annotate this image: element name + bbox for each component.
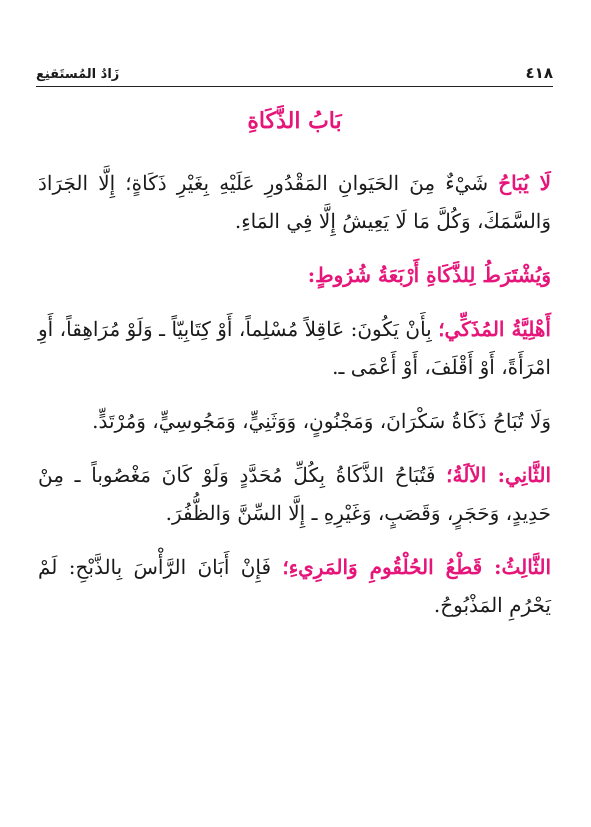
paragraph-1-lead: لَا يُبَاحُ	[498, 171, 551, 195]
paragraph-3-text: وَلَا تُبَاحُ ذَكَاةُ سَكْرَانَ، وَمَجْنُونٍ، وَوَثَنِيٍّ، وَمَجُوسِيٍّ، وَمُرْتَدٍّ.	[92, 409, 551, 433]
paragraph-3	[38, 402, 551, 440]
paragraph-5-lead: الثَّالِثُ: قَطْعُ الحُلْقُومِ وَالمَرِيءِ؛	[282, 555, 551, 579]
page-number: ٤١٨	[525, 64, 553, 82]
running-header	[36, 58, 553, 87]
paragraph-5	[38, 548, 551, 624]
paragraph-2-lead: أَهْلِيَّةُ المُذَكِّي؛	[438, 317, 551, 341]
paragraph-1-text: شَيْءٌ مِنَ الحَيَوانِ المَقْدُورِ عَلَيْهِ بِغَيْرِ ذَكَاةٍ؛ إِلَّا الجَرَادَ وَالسَّمَكَ، وَكُلَّ مَا لَا يَعِيشُ إِلَّا فِي المَاءِ.	[38, 171, 551, 233]
book-title: زَادُ المُستَقنِع	[36, 67, 120, 82]
paragraph-2-text: بِأَنْ يَكُونَ: عَاقِلاً مُسْلِماً، أَوْ كِتَابِيّاً ـ وَلَوْ مُرَاهِقاً، أَوِ امْرَأَةً، أَوْ أَقْلَفَ، أَوْ أَعْمَى ـ.	[38, 317, 551, 379]
page-content	[38, 108, 551, 640]
paragraph-4-lead: الثَّانِي: الآلَةُ؛	[446, 463, 551, 487]
paragraph-2	[38, 310, 551, 386]
chapter-title: بَابُ الذَّكَاةِ	[247, 108, 342, 134]
conditions-subheading: وَيُشْتَرَطُ لِلذَّكَاةِ أَرْبَعَةُ شُرُوطٍ:	[307, 263, 551, 287]
paragraph-4	[38, 456, 551, 532]
paragraph-4-text: فَتُبَاحُ الذَّكَاةُ بِكُلِّ مُحَدَّدٍ وَلَوْ كَانَ مَغْصُوباً ـ مِنْ حَدِيدٍ، وَحَجَرٍ، وَقَصَبٍ، وَغَيْرِهِ ـ إِلَّا السِّنَّ وَالظُّفُرَ.	[38, 463, 551, 525]
paragraph-5-text: فَإِنْ أَبَانَ الرَّأْسَ بِالذَّبْحِ: لَمْ يَحْرُمِ المَذْبُوحُ.	[38, 555, 551, 617]
paragraph-1	[38, 164, 551, 240]
